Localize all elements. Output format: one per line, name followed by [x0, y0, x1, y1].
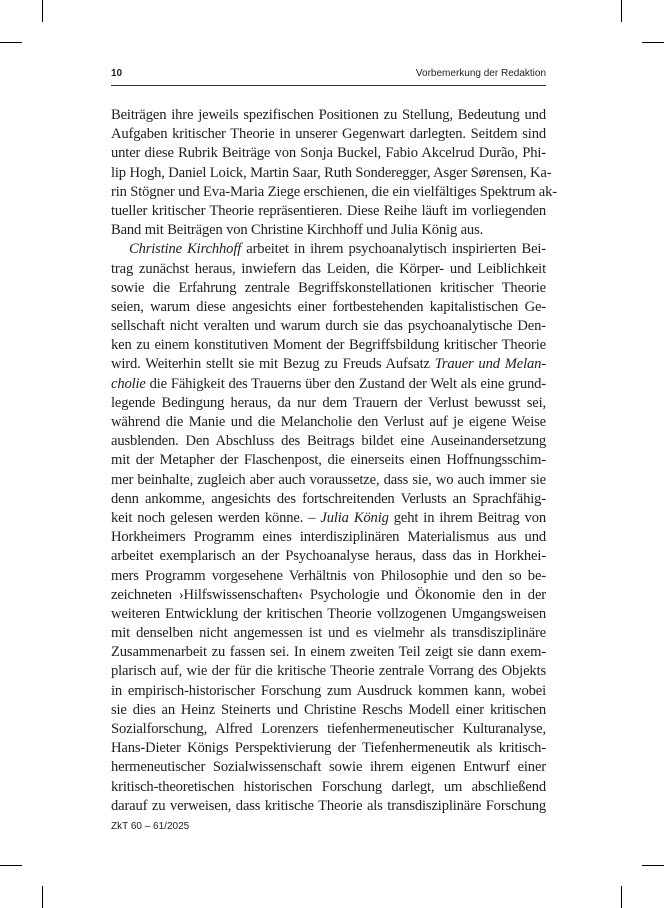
text-segment: während die Manie und die Melancholie den Verlust auf je eigene Weise: [111, 414, 546, 430]
text-line: [111, 547, 546, 566]
crop-mark: [42, 0, 43, 22]
text-segment: mers Programm vorgesehene Verhältnis von Philosophie und den so be-: [111, 567, 546, 584]
text-segment: hermeneutischer Sozialwissenschaft sowie ihrem eigenen Entwurf einer: [111, 759, 546, 776]
text-line: [111, 183, 557, 202]
text-line: [111, 413, 546, 432]
crop-mark: [0, 42, 22, 43]
text-segment: wird. Weiterhin stellt sie mit Bezug zu Freuds Aufsatz: [111, 356, 435, 373]
text-line: [111, 586, 546, 605]
text-segment: mit der Metapher der Flaschenpost, die einerseits einen Hoffnungsschim-: [111, 452, 546, 469]
text-segment: Aufgaben kritischer Theorie in unserer Gegenwart darlegten. Seitdem sind: [111, 126, 546, 143]
text-line: [111, 605, 546, 624]
text-segment: sowie die Erfahrung zentrale Begriffskonstellationen kritischer Theorie: [111, 279, 546, 296]
text-line: [111, 336, 546, 355]
text-line: [111, 144, 546, 163]
running-head: Vorbemerkung der Redaktion: [415, 68, 546, 79]
page-number: 10: [111, 68, 123, 79]
text-line: [111, 624, 546, 643]
text-segment: lip Hogh, Daniel Loick, Martin Saar, Ruth Sonderegger, Asger Sørensen, Ka-: [111, 164, 552, 181]
text-line: [111, 662, 546, 681]
text-line: [111, 490, 546, 509]
text-segment: sie dies an Heinz Steinerts und Christine Reschs Modell einer kritischen: [111, 701, 546, 718]
text-line: [111, 394, 546, 413]
text-segment: Zusammenarbeit zu fassen sei. In einem zweiten Teil zeigt sie dann exem-: [111, 644, 546, 661]
body-text: [111, 106, 557, 816]
text-line: [111, 279, 546, 298]
text-segment: zeichneten ›Hilfswissenschaften‹ Psychologie und Ökonomie den in der: [111, 586, 546, 603]
italic-name: Trauer und Melan-: [434, 356, 546, 373]
text-line: [111, 432, 546, 451]
page-header: [111, 68, 546, 82]
text-segment: darauf zu verweisen, dass kritische Theorie als transdisziplinäre Forschung: [111, 797, 546, 814]
text-line: [111, 528, 546, 547]
text-line: [111, 682, 546, 701]
crop-mark: [0, 865, 22, 866]
text-line: [111, 355, 546, 374]
text-segment: ausblenden. Den Abschluss des Beitrags bildet eine Auseinandersetzung: [111, 433, 546, 450]
text-line: [111, 260, 546, 279]
text-segment: arbeitet exemplarisch an der Psychoanalyse heraus, dass das in Horkhei-: [111, 548, 546, 565]
text-line: [111, 451, 546, 470]
text-segment: keit noch gelesen werden könne. –: [111, 509, 321, 526]
text-segment: Beiträgen ihre jeweils spezifischen Positionen zu Stellung, Bedeutung und: [111, 107, 546, 123]
text-line: [111, 164, 552, 183]
text-segment: mit denselben nicht angemessen ist und es vielmehr als transdisziplinäre: [111, 625, 546, 642]
text-line: [111, 797, 546, 816]
text-segment: weiteren Entwicklung der kritischen Theorie vollzogenen Umgangsweisen: [111, 605, 546, 622]
italic-name: Christine Kirchhoff: [129, 241, 242, 258]
text-segment: in empirisch-historischer Forschung zum Ausdruck kommen kann, wobei: [111, 682, 546, 699]
text-segment: sellschaft nicht veralten und warum durch sie das psychoanalytische Den-: [111, 318, 546, 335]
crop-mark: [642, 865, 664, 866]
text-segment: plarisch auf, wie der für die kritische Theorie zentrale Vorrang des Objekts: [111, 663, 546, 680]
text-line: [111, 298, 546, 317]
text-segment: ken zu einem konstitutiven Moment der Begriffsbildung kritischer Theorie: [111, 337, 546, 354]
text-segment: Band mit Beiträgen von Christine Kirchhoff und Julia König aus.: [111, 222, 484, 239]
header-rule: [111, 85, 546, 86]
text-segment: Horkheimers Programm eines interdisziplinären Materialismus aus und: [111, 529, 546, 546]
text-line: [111, 739, 546, 758]
text-segment: arbeitet in ihrem psychoanalytisch inspirierten Bei-: [241, 241, 547, 258]
text-line: [111, 701, 546, 720]
text-segment: Sozialforschung, Alfred Lorenzers tiefenhermeneutischer Kulturanalyse,: [111, 721, 546, 737]
crop-mark: [621, 886, 622, 908]
text-segment: rin Stögner und Eva-Maria Ziege erschienen, die ein vielfältiges Spektrum ak-: [111, 183, 557, 200]
text-segment: geht in ihrem Beitrag von: [388, 509, 546, 526]
text-line: [111, 758, 546, 777]
crop-mark: [642, 42, 664, 43]
crop-mark: [42, 886, 43, 908]
text-line: [111, 106, 546, 125]
text-segment: unter diese Rubrik Beiträge von Sonja Buckel, Fabio Akcelrud Durão, Phi-: [111, 145, 546, 162]
text-line: [111, 317, 546, 336]
text-line: [111, 125, 546, 144]
text-segment: denn ankomme, angesichts des fortschreitenden Verlusts an Sprachfähig-: [111, 490, 546, 507]
text-line: [111, 567, 546, 586]
text-segment: trag zunächst heraus, inwiefern das Leiden, die Körper- und Leiblichkeit: [111, 260, 546, 277]
text-line: [111, 778, 546, 797]
text-line: [111, 471, 546, 490]
text-segment: die Fähigkeit des Trauerns über den Zustand der Welt als eine grund-: [145, 375, 546, 392]
italic-name: cholie: [111, 375, 146, 392]
text-line: [111, 720, 546, 739]
text-line: [111, 240, 546, 259]
text-segment: mer beinhalte, zugleich aber auch voraussetze, dass sie, wo auch immer sie: [111, 471, 546, 488]
text-line: [111, 509, 546, 528]
italic-name: Julia König: [320, 509, 389, 526]
text-line: [111, 643, 546, 662]
text-segment: kritisch-theoretischen historischen Forschung darlegt, um abschließend: [111, 778, 546, 795]
text-segment: tueller kritischer Theorie repräsentieren. Diese Reihe läuft im vorliegenden: [111, 202, 546, 219]
text-segment: legende Bedingung heraus, da nur dem Trauern der Verlust bewusst sei,: [111, 394, 546, 411]
crop-mark: [621, 0, 622, 22]
text-segment: seien, warum diese angesichts einer fortbestehenden kapitalistischen Ge-: [111, 298, 546, 315]
text-line: [111, 202, 546, 221]
page-footer: ZkT 60 – 61/2025: [111, 821, 190, 832]
text-line: [111, 375, 546, 394]
text-line: [111, 221, 546, 240]
text-segment: Hans-Dieter Königs Perspektivierung der Tiefenhermeneutik als kritisch-: [111, 740, 546, 757]
